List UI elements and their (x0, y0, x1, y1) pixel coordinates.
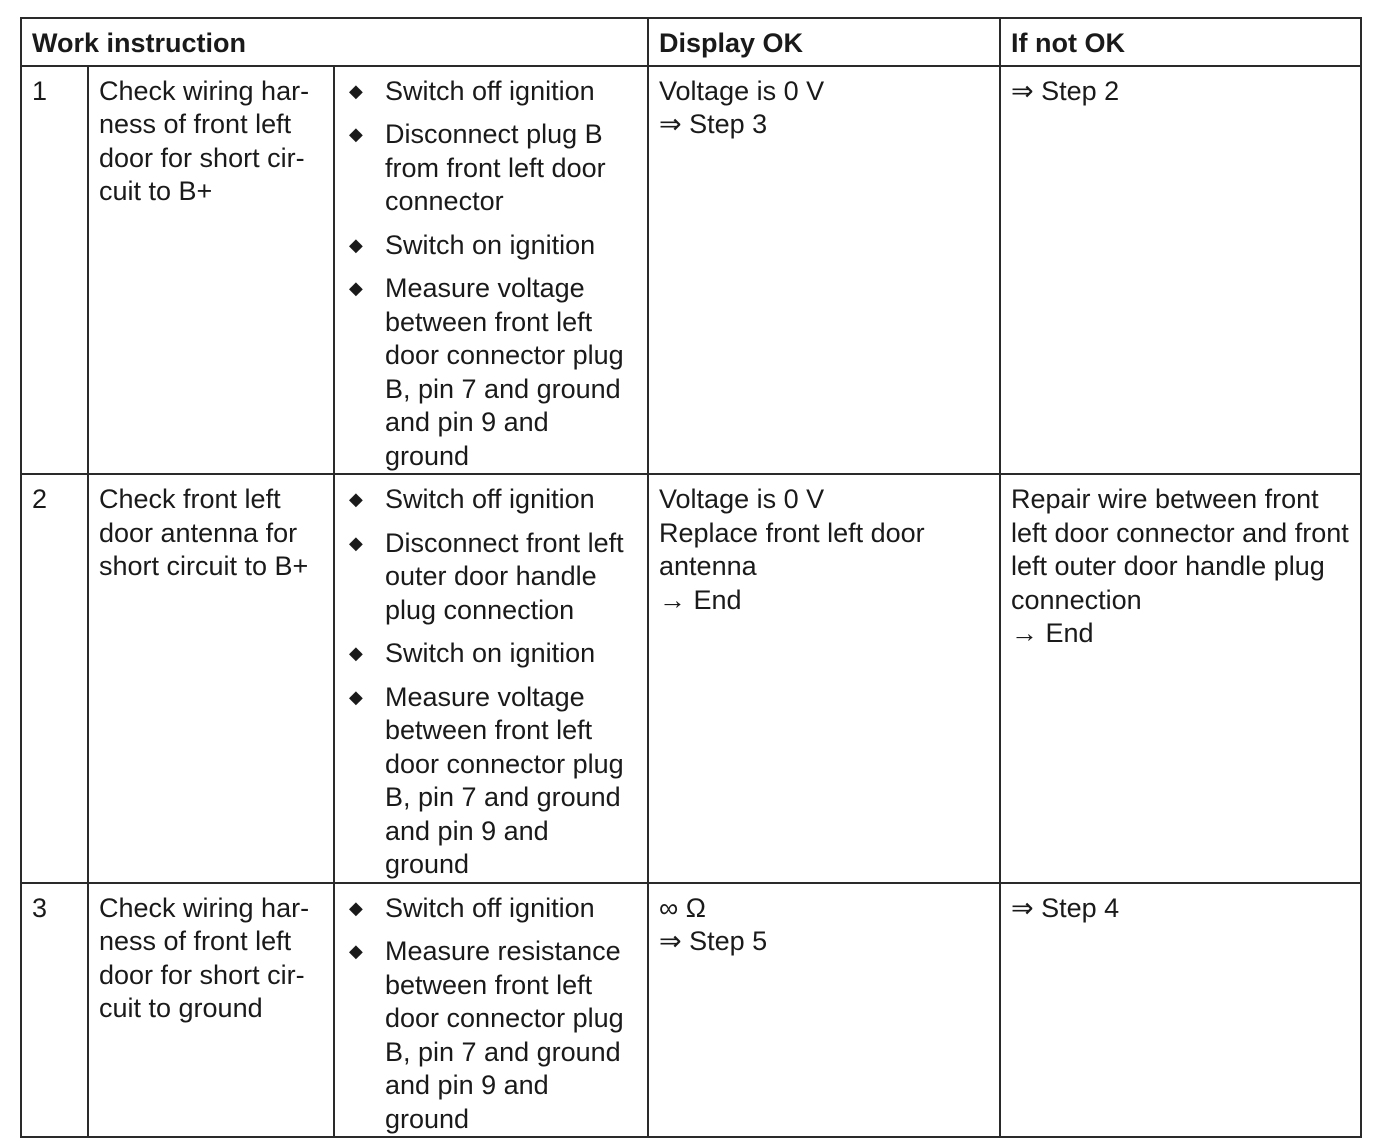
list-item (345, 483, 639, 517)
list-item (345, 892, 639, 926)
diamond-bullet-icon: ◆ (349, 532, 363, 553)
step-text: Disconnect plug B from front left door connector (385, 119, 606, 216)
display-ok-cell (648, 474, 1000, 883)
diamond-bullet-icon: ◆ (349, 643, 363, 663)
step-text: Measure voltage between front left door connector plug B, pin 7 and ground and pin 9 and ground (385, 681, 624, 879)
work-instruction-table (20, 17, 1362, 1138)
diamond-bullet-icon: ◆ (349, 897, 363, 918)
test-line: cuit to ground (99, 993, 263, 1023)
diamond-bullet-icon: ◆ (349, 686, 363, 707)
header-if-not-ok: If not OK (1000, 18, 1361, 66)
step-number: 2 (21, 474, 88, 883)
display-ok-line: antenna (659, 551, 757, 581)
steps-list (345, 75, 639, 474)
step-text: Switch on ignition (385, 229, 596, 260)
test-description (88, 883, 334, 1138)
step-text: Switch off ignition (385, 75, 595, 106)
work-steps (334, 66, 648, 475)
if-not-ok-cell (1000, 474, 1361, 883)
list-item (345, 681, 639, 882)
step-number: 1 (21, 66, 88, 475)
table-row (21, 474, 1361, 883)
display-ok-cell (648, 66, 1000, 475)
work-instruction-sheet (20, 17, 1360, 1134)
step-text: Measure voltage between front left door connector plug B, pin 7 and ground and pin 9 and ground (385, 273, 624, 471)
step-text: Disconnect front left outer door handle plug connection (385, 527, 624, 625)
step-text: Switch off ignition (385, 892, 595, 923)
display-ok-line: ⇒ Step 5 (659, 926, 768, 956)
test-line: ness of front left (99, 109, 292, 139)
test-line: cuit to B+ (99, 176, 213, 206)
table-row (21, 66, 1361, 475)
test-line: door for short cir- (99, 959, 305, 990)
header-display-ok: Display OK (648, 18, 1000, 66)
if-not-ok-line: → End (1011, 618, 1094, 648)
display-ok-line: → End (659, 584, 742, 615)
list-item (345, 272, 639, 473)
if-not-ok-cell (1000, 66, 1361, 475)
list-item (345, 118, 639, 219)
test-description (88, 474, 334, 883)
diamond-bullet-icon: ◆ (349, 124, 363, 144)
list-item (345, 637, 639, 671)
if-not-ok-cell (1000, 883, 1361, 1138)
steps-list (345, 483, 639, 882)
if-not-ok-line: connection (1011, 584, 1142, 615)
table-header-row (21, 18, 1361, 66)
if-not-ok-line: left door connector and front (1011, 517, 1349, 548)
test-line: Check wiring har- (99, 75, 310, 106)
step-number: 3 (21, 883, 88, 1138)
work-steps (334, 883, 648, 1138)
test-line: Check wiring har- (99, 892, 310, 923)
test-line: door for short cir- (99, 142, 305, 173)
if-not-ok-line: Repair wire between front (1011, 484, 1319, 514)
display-ok-line: Voltage is 0 V (659, 75, 825, 106)
list-item (345, 75, 639, 109)
list-item (345, 527, 639, 628)
test-line: Check front left (99, 484, 281, 514)
header-work-instruction: Work instruction (21, 18, 648, 66)
test-line: short circuit to B+ (99, 551, 309, 581)
list-item (345, 935, 639, 1136)
step-text: Switch off ignition (385, 484, 595, 514)
diamond-bullet-icon: ◆ (349, 278, 363, 298)
display-ok-line: Voltage is 0 V (659, 484, 825, 514)
display-ok-cell (648, 883, 1000, 1138)
if-not-ok-line: left outer door handle plug (1011, 551, 1325, 581)
display-ok-line: ∞ Ω (659, 892, 706, 923)
diamond-bullet-icon: ◆ (349, 941, 363, 961)
test-line: door antenna for (99, 517, 298, 548)
diamond-bullet-icon: ◆ (349, 80, 363, 101)
table-row (21, 883, 1361, 1138)
test-line: ness of front left (99, 926, 292, 956)
diamond-bullet-icon: ◆ (349, 234, 363, 255)
if-not-ok-line: ⇒ Step 2 (1011, 75, 1120, 106)
display-ok-line: Replace front left door (659, 517, 925, 548)
test-description (88, 66, 334, 475)
step-text: Switch on ignition (385, 638, 596, 668)
step-text: Measure resistance between front left door connector plug B, pin 7 and ground and pin 9 and ground (385, 936, 624, 1134)
if-not-ok-line: ⇒ Step 4 (1011, 892, 1120, 923)
list-item (345, 229, 639, 263)
steps-list (345, 892, 639, 1137)
display-ok-line: ⇒ Step 3 (659, 109, 768, 139)
diamond-bullet-icon: ◆ (349, 489, 363, 509)
work-steps (334, 474, 648, 883)
